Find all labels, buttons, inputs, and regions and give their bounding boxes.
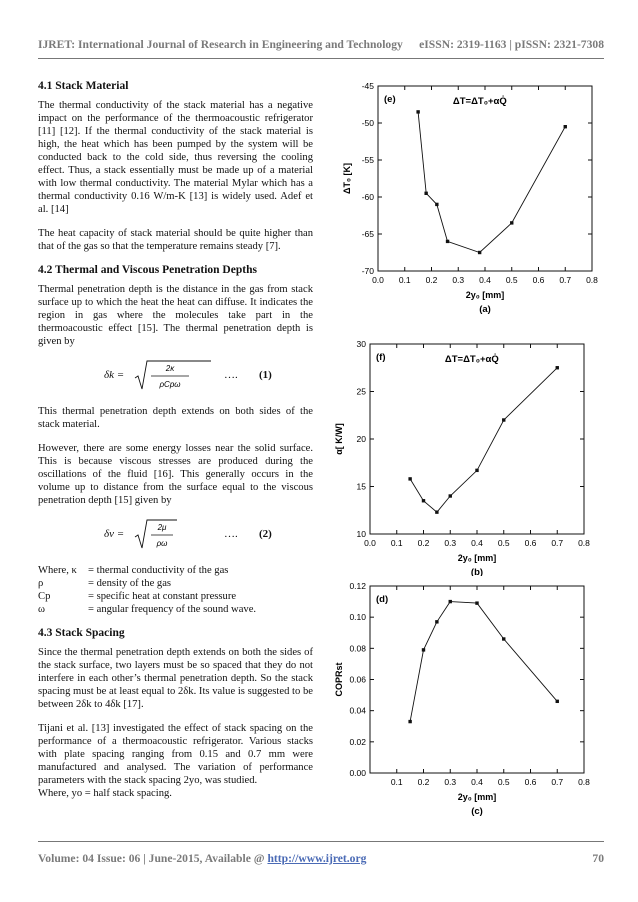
y-tick-label: 0.08 [349,643,366,654]
x-axis-label: 2y₀ [mm] [457,792,497,802]
x-tick-label: 0.5 [497,777,510,787]
y-tick-label: 20 [356,434,366,444]
page-footer [38,852,604,868]
y-tick-label: 25 [356,386,366,397]
paragraph: Thermal penetration depth is the distance in the gas from stack surface up to which the heat the heat can diffuse. It indicates the region in gas where the molecules take part in the thermoacoustic effect [15]. The thermal penetration depth is given by [38,284,313,347]
y-axis-label: COPRst [334,662,344,697]
x-axis-label: 2y₀ [mm] [465,290,505,300]
figure-caption: (c) [471,806,483,817]
x-tick-label: 0.6 [524,777,537,787]
chart-f-alpha [330,336,610,576]
x-tick-label: 0.8 [578,777,590,787]
data-point [416,110,419,113]
footer-link[interactable]: http://www.ijret.org [267,852,367,865]
y-tick-label: 0.06 [349,674,366,685]
plot-frame [378,86,592,271]
x-tick-label: 0.5 [505,275,518,285]
paragraph: The thermal conductivity of the stack material has a negative impact on the performance of the thermoacoustic refrigerator [11] [12]. If the thermal conductivity of the stack material is high, the heat which has been pumped by the system will be conducted back to the cold side, thus reversing the cooling effect. Thus, a stack essentially must be made up of a material with low thermal conductivity. The material Mylar which has a thermal conductivity 0.16 W/m-K [13] is widely used. Adef et al. [14] [38,100,313,215]
x-tick-label: 0.1 [390,538,403,548]
series-line [410,602,557,722]
y-tick-label: 0.02 [349,736,366,747]
figure-caption: (b) [470,567,484,576]
definition-row: ρ = density of the gas [38,578,172,589]
data-point [446,240,449,243]
x-tick-label: 0.2 [417,777,430,787]
x-tick-label: 0.3 [444,777,457,787]
equation-number: (1) [259,369,272,381]
footer-volume: Volume: 04 Issue: 06 | June-2015, Available @ [38,852,268,865]
definition-row: Cp = specific heat at constant pressure [38,591,237,602]
paragraph: Where, yo = half stack spacing. [38,788,172,799]
data-point [424,192,427,195]
y-axis-label: ΔT₀ [K] [342,162,352,195]
left-column [38,80,313,811]
data-point [478,251,481,254]
definition-row: ω = angular frequency of the sound wave. [38,604,257,615]
section-title-4-1: 4.1 Stack Material [38,80,129,92]
chart-d-cop [330,578,610,823]
y-axis-label: α[ K/W] [334,423,344,455]
annotation: ΔT=ΔT₀+αQ̇ [444,354,499,365]
plot-frame [370,586,584,773]
data-point [435,620,438,623]
section-title-4-2: 4.2 Thermal and Viscous Penetration Depths [38,264,257,276]
x-tick-label: 0.4 [471,538,483,548]
data-point [510,221,513,224]
x-axis-label: 2y₀ [mm] [457,553,497,563]
x-tick-label: 0.2 [425,275,438,285]
x-tick-label: 0.6 [532,275,545,285]
footer-rule [38,841,604,842]
series-line [410,368,557,512]
figure-caption: (a) [479,304,491,315]
issn-label: eISSN: 2319-1163 | pISSN: 2321-7308 [419,38,604,51]
y-tick-label: -50 [361,118,374,128]
data-point [564,125,567,128]
x-tick-label: 0.2 [417,538,430,548]
x-tick-label: 0.5 [497,538,510,548]
equation-dots: …. [224,528,238,540]
x-tick-label: 0.4 [471,777,483,787]
x-tick-label: 0.7 [559,275,572,285]
x-tick-label: 0.8 [578,538,590,548]
data-point [556,366,559,369]
y-tick-label: 30 [356,339,366,349]
data-point [408,477,411,480]
x-tick-label: 0.3 [452,275,465,285]
paragraph: Tijani et al. [13] investigated the effect of stack spacing on the performance of a thermoacoustic refrigerator. Various stacks with plate spacing ranging from 0.15 and 0.7 mm were manufactured and analysed. The variation of performance parameters with the stack spacing 2yo, was studied. [38,723,313,786]
paragraph: Since the thermal penetration depth extends on both the sides of the stack surface, two layers must be so spaced that they do not interfere in each other’s thermal penetration depth. So the stack spacing must be at least equal to 2δk. Its value is suggested to be between 2δk to 4δk [17]. [38,647,313,710]
y-tick-label: 0.00 [349,768,366,778]
paragraph: The heat capacity of stack material should be quite higher than that of the gas so that the temperature remains steady [7]. [38,228,313,252]
equation-dots: …. [224,369,238,381]
y-tick-label: -70 [361,266,374,276]
panel-label: (d) [376,594,389,605]
section-title-4-3: 4.3 Stack Spacing [38,627,125,639]
y-tick-label: 10 [356,529,366,539]
equation-denominator: ρCpω [159,380,181,389]
y-tick-label: 0.12 [349,581,366,591]
sqrt-fraction [133,359,213,393]
data-point [449,494,452,497]
equation-number: (2) [259,528,272,540]
data-point [408,720,411,723]
page-number: 70 [592,852,604,865]
y-tick-label: 0.04 [349,705,366,716]
equation-2 [38,518,313,554]
data-point [556,700,559,703]
data-point [435,203,438,206]
equation-1 [38,359,313,395]
data-point [475,601,478,604]
data-point [475,469,478,472]
header-rule [38,58,604,59]
data-point [502,418,505,421]
x-tick-label: 0.3 [444,538,457,548]
chart-e-temperature [330,78,610,318]
x-tick-label: 0.7 [551,777,564,787]
data-point [422,499,425,502]
page-header [38,38,604,54]
x-tick-label: 0.6 [524,538,537,548]
data-point [422,648,425,651]
equation-denominator: ρω [156,539,168,548]
paragraph: This thermal penetration depth extends on both sides of the stack material. [38,406,313,430]
equation-lhs: δk = [104,369,125,381]
paragraph: However, there are some energy losses near the solid surface. This is because viscous stresses are produced during the oscillations of the fluid [16]. This generally occurs in the volume up to distance from the surface equal to the viscous penetration depth [15] given by [38,443,313,506]
y-tick-label: 0.10 [349,612,366,623]
sqrt-fraction [133,518,213,552]
y-tick-label: 15 [356,481,366,492]
x-tick-label: 0.1 [398,275,411,285]
x-tick-label: 0.7 [551,538,564,548]
y-tick-label: -45 [361,81,374,91]
data-point [449,600,452,603]
equation-numerator: 2κ [165,364,175,373]
panel-label: (e) [384,94,396,105]
equation-lhs: δv = [104,528,125,540]
definition-row: Where, κ = thermal conductivity of the gas [38,565,229,576]
y-tick-label: -55 [361,155,374,165]
y-tick-label: -60 [361,192,374,202]
symbol-definitions [38,564,313,616]
x-tick-label: 0.8 [586,275,598,285]
x-tick-label: 0.0 [372,275,384,285]
x-tick-label: 0.0 [364,538,376,548]
x-tick-label: 0.1 [390,777,403,787]
x-tick-label: 0.4 [479,275,491,285]
annotation: ΔT=ΔT₀+αQ̇ [452,96,507,107]
journal-name: IJRET: International Journal of Research in Engineering and Technology [38,38,403,51]
equation-numerator: 2μ [157,523,167,532]
y-tick-label: -65 [361,229,374,239]
series-line [418,112,565,253]
data-point [435,510,438,513]
panel-label: (f) [376,352,386,363]
data-point [502,637,505,640]
